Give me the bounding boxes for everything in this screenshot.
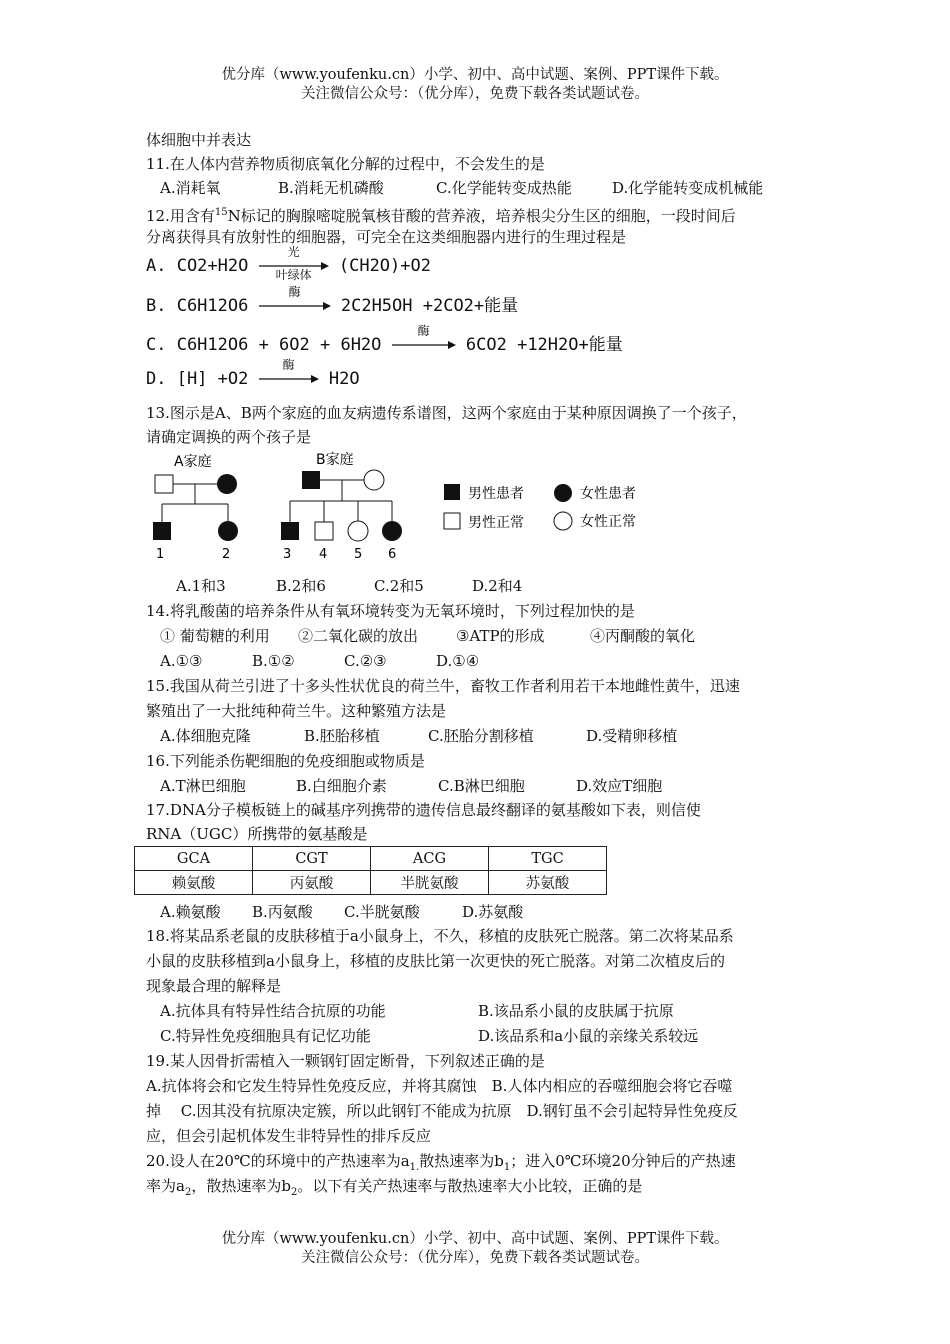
legend-male-affected: 男性患者: [468, 486, 524, 502]
q12-a-arrow: [259, 245, 329, 282]
q12-a-right: (CH2O)+O2: [338, 256, 431, 276]
family-a-label: A家庭: [174, 454, 212, 470]
a-father-normal-male: [155, 475, 173, 493]
q18-stem-1: 18.将某品系老鼠的皮肤移植于a小鼠身上，不久，移植的皮肤死亡脱落。第二次将某品系: [146, 927, 734, 945]
child-label-6: 6: [388, 547, 397, 562]
q12-stem: [146, 203, 736, 226]
table-cell: 赖氨酸: [135, 871, 253, 895]
q17-option-c: C.半胱氨酸: [344, 903, 420, 921]
child-label-5: 5: [354, 547, 363, 562]
q19-line-3: 应，但会引起机体发生非特异性的排斥反应: [146, 1127, 432, 1145]
legend-female-affected: 女性患者: [580, 486, 636, 502]
q16-option-b: B.白细胞介素: [296, 777, 387, 795]
q12-d-arrow: [259, 358, 319, 389]
child-label-1: 1: [156, 547, 165, 562]
q14-option-d: D.①④: [436, 652, 480, 670]
q12-b-left: B. C6H12O6: [146, 296, 249, 316]
q11-option-b: B.消耗无机磷酸: [278, 179, 384, 197]
q12-d-left: D. [H] +O2: [146, 369, 249, 389]
q18-option-d: D.该品系和a小鼠的亲缘关系较远: [478, 1027, 699, 1045]
q12-a-above: 光: [287, 245, 300, 259]
q18-stem-2: 小鼠的皮肤移植到a小鼠身上，移植的皮肤比第一次更快的死亡脱落。对第二次植皮后的: [146, 952, 725, 970]
legend-male-normal-icon: [444, 513, 460, 529]
q18-option-c: C.特异性免疫细胞具有记忆功能: [160, 1027, 371, 1045]
q16-stem: 16.下列能杀伤靶细胞的免疫细胞或物质是: [146, 752, 425, 770]
q10-tail: 体细胞中并表达: [146, 131, 252, 149]
child-label-2: 2: [222, 547, 231, 562]
q11-option-a: A.消耗氧: [160, 179, 221, 197]
q14-item-4: ④丙酮酸的氧化: [590, 627, 696, 645]
q12-stem-pre: 12.用含有: [146, 207, 215, 225]
q17-stem-1: 17.DNA分子模板链上的碱基序列携带的遗传信息最终翻译的氨基酸如下表，则信使: [146, 801, 701, 819]
q12-option-c: [146, 324, 623, 355]
table-cell: 苏氨酸: [489, 871, 607, 895]
legend-male-normal: 男性正常: [468, 515, 524, 531]
b-child-3-affected-male: [281, 522, 299, 540]
q20-sub: 2: [290, 1187, 298, 1198]
q15-option-a: A.体细胞克隆: [160, 727, 251, 745]
legend-female-normal-icon: [554, 512, 572, 530]
q20-text: ；进入0℃环境20分钟后的产热速: [510, 1152, 736, 1170]
q17-option-d: D.苏氨酸: [462, 903, 524, 921]
b-father-affected-male: [302, 471, 320, 489]
a-child-1-affected-male: [153, 522, 171, 540]
q13-option-d: D.2和4: [472, 577, 523, 595]
q16-option-c: C.B淋巴细胞: [438, 777, 525, 795]
q12-c-left: C. C6H12O6 + 6O2 + 6H2O: [146, 335, 382, 355]
q20-text: 。以下有关产热速率与散热速率大小比较，正确的是: [297, 1177, 643, 1195]
q12-stem-post: N标记的胸腺嘧啶脱氧核苷酸的营养液，培养根尖分生区的细胞，一段时间后: [227, 207, 736, 225]
header-line-1: 优分库（www.youfenku.cn）小学、初中、高中试题、案例、PPT课件下载。: [221, 67, 729, 83]
q13-option-a: A.1和3: [176, 577, 226, 595]
q13-option-c: C.2和5: [374, 577, 424, 595]
q14-option-c: C.②③: [344, 652, 387, 670]
q17-option-b: B.丙氨酸: [252, 903, 313, 921]
q20-sub: 2: [184, 1187, 192, 1198]
q12-option-b: [146, 285, 519, 316]
codon-table: [134, 846, 607, 895]
legend-female-affected-icon: [554, 484, 572, 502]
q12-b-arrow: [259, 285, 331, 316]
q12-b-above: 酶: [288, 285, 301, 299]
q19-line-1: A.抗体将会和它发生特异性免疫反应，并将其腐蚀 B.人体内相应的吞噬细胞会将它吞噬: [146, 1077, 733, 1095]
footer-line-2: 关注微信公众号：（优分库），免费下载各类试题试卷。: [301, 1250, 649, 1266]
table-cell: TGC: [489, 847, 607, 871]
q15-option-d: D.受精卵移植: [586, 727, 678, 745]
header-line-2: 关注微信公众号：（优分库），免费下载各类试题试卷。: [301, 86, 649, 102]
q15-option-c: C.胚胎分割移植: [428, 727, 534, 745]
family-b-label: B家庭: [316, 452, 354, 468]
q14-item-1: ① 葡萄糖的利用: [160, 627, 270, 645]
table-cell: CGT: [253, 847, 371, 871]
page-header: [0, 66, 950, 104]
q16-option-a: A.T淋巴细胞: [160, 777, 246, 795]
legend-female-normal: 女性正常: [580, 514, 636, 530]
q12-a-below: 叶绿体: [275, 268, 312, 282]
b-child-5-normal-female: [348, 521, 368, 541]
page-footer: [0, 1230, 950, 1268]
q19-line-2: 掉 C.因其没有抗原决定簇，所以此钢钉不能成为抗原 D.钢钉虽不会引起特异性免疫反: [146, 1102, 738, 1120]
q11-stem: 11.在人体内营养物质彻底氧化分解的过程中，不会发生的是: [146, 155, 545, 173]
q12-stem-2: 分离获得具有放射性的细胞器，可完全在这类细胞器内进行的生理过程是: [146, 228, 627, 246]
q14-option-a: A.①③: [160, 652, 203, 670]
q12-c-right: 6CO2 +12H2O+能量: [465, 335, 623, 355]
q13-stem-2: 请确定调换的两个孩子是: [146, 428, 312, 446]
q12-option-d: [146, 358, 360, 389]
q17-stem-2: RNA（UGC）所携带的氨基酸是: [146, 825, 368, 843]
table-row: [135, 847, 607, 871]
pedigree-chart: [140, 446, 680, 566]
q20-text: 散热速率为b: [419, 1152, 504, 1170]
q12-option-a: [146, 245, 431, 282]
q12-d-above: 酶: [282, 358, 295, 372]
q17-option-a: A.赖氨酸: [160, 903, 221, 921]
q16-option-d: D.效应T细胞: [576, 777, 663, 795]
q12-c-above: 酶: [417, 324, 430, 338]
q12-d-right: H2O: [328, 369, 360, 389]
q12-b-right: 2C2H5OH +2CO2+能量: [340, 296, 519, 316]
q20-text: 20.设人在20℃的环境中的产热速率为a: [146, 1152, 410, 1170]
child-label-3: 3: [283, 547, 292, 562]
legend-male-affected-icon: [444, 484, 460, 500]
q18-option-a: A.抗体具有特异性结合抗原的功能: [160, 1002, 386, 1020]
q14-item-2: ②二氧化碳的放出: [298, 627, 419, 645]
q18-stem-3: 现象最合理的解释是: [146, 977, 282, 995]
q19-stem: 19.某人因骨折需植入一颗钢钉固定断骨，下列叙述正确的是: [146, 1052, 545, 1070]
q20-line-2: [146, 1176, 642, 1203]
q20-text: ，散热速率为b: [191, 1177, 291, 1195]
q14-item-3: ③ATP的形成: [456, 627, 545, 645]
table-row: [135, 871, 607, 895]
b-mother-normal-female: [364, 470, 384, 490]
q20-sub: 1.: [409, 1162, 420, 1173]
table-cell: 半胱氨酸: [371, 871, 489, 895]
table-cell: GCA: [135, 847, 253, 871]
b-child-4-normal-male: [315, 522, 333, 540]
q12-isotope-mass: 15: [214, 207, 228, 218]
table-cell: ACG: [371, 847, 489, 871]
a-mother-affected-female: [217, 474, 237, 494]
q12-c-arrow: [392, 324, 456, 355]
q12-a-left: A. CO2+H2O: [146, 256, 249, 276]
q11-option-c: C.化学能转变成热能: [436, 179, 572, 197]
q14-stem: 14.将乳酸菌的培养条件从有氧环境转变为无氧环境时，下列过程加快的是: [146, 602, 635, 620]
table-cell: 丙氨酸: [253, 871, 371, 895]
q13-stem-1: 13.图示是A、B两个家庭的血友病遗传系谱图，这两个家庭由于某种原因调换了一个孩子，: [146, 404, 747, 422]
q20-sub: 1: [503, 1162, 511, 1173]
q11-option-d: D.化学能转变成机械能: [612, 179, 764, 197]
child-label-4: 4: [319, 547, 328, 562]
q20-line-1: [146, 1151, 736, 1178]
q15-option-b: B.胚胎移植: [304, 727, 380, 745]
b-child-6-affected-female: [382, 521, 402, 541]
q15-stem-2: 繁殖出了一大批纯种荷兰牛。这种繁殖方法是: [146, 702, 447, 720]
q13-option-b: B.2和6: [276, 577, 326, 595]
q15-stem-1: 15.我国从荷兰引进了十多头性状优良的荷兰牛，畜牧工作者利用若干本地雌性黄牛，迅速: [146, 677, 740, 695]
q20-text: 率为a: [146, 1177, 185, 1195]
q14-option-b: B.①②: [252, 652, 295, 670]
a-child-2-affected-female: [218, 521, 238, 541]
q18-option-b: B.该品系小鼠的皮肤属于抗原: [478, 1002, 674, 1020]
footer-line-1: 优分库（www.youfenku.cn）小学、初中、高中试题、案例、PPT课件下载。: [221, 1231, 729, 1247]
